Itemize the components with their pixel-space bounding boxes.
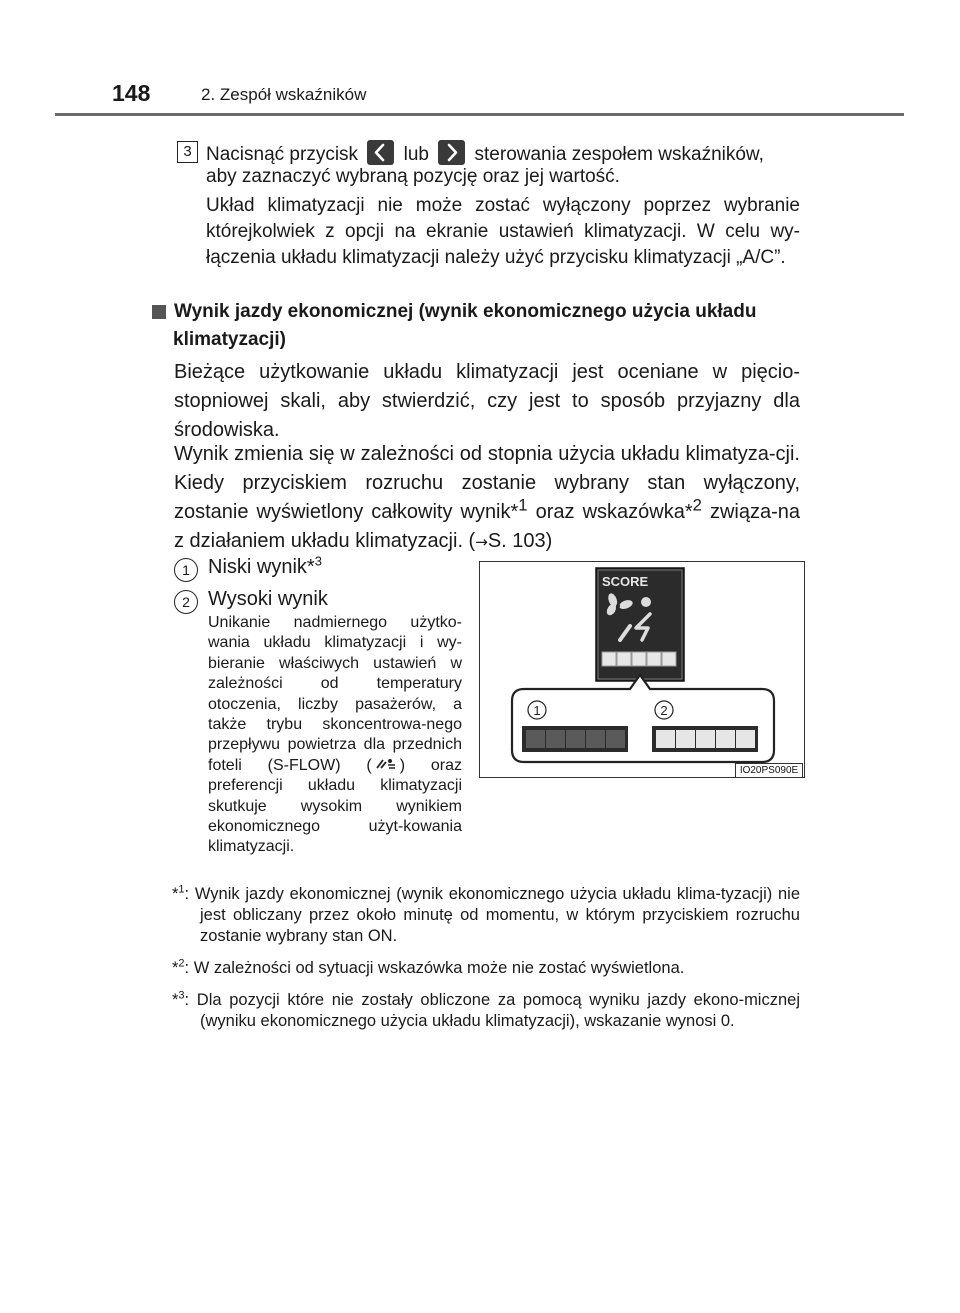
- item-2-description: [208, 613, 462, 858]
- footnote-ref-2: 2: [692, 495, 702, 515]
- footnote-3-text: : Dla pozycji które nie zostały obliczone za pomocą wyniku jazdy ekono-micznej (wyniku ekonomicznego użycia układu klimatyzacji), wskazanie wynosi 0.: [184, 991, 800, 1030]
- footnote-ref-3: 3: [314, 553, 322, 569]
- figure-code: IO20PS090E: [735, 763, 803, 778]
- score-figure-drawing: [480, 562, 804, 777]
- paragraph-2-text-a: Wynik zmienia się w zależności od stopnia użycia układu klimatyza-cji. Kiedy przyciskiem rozruchu zostanie wybrany stan wyłączony, zostanie wyświetlony całkowity wynik*: [174, 443, 800, 523]
- item-1-label-text: Niski wynik*: [208, 556, 315, 578]
- step-note: Układ klimatyzacji nie może zostać wyłączony poprzez wybranie którejkolwiek z opcji na ekranie ustawień klimatyzacji. W celu wy-łączenia układu klimatyzacji należy użyć przycisku klimatyzacji „A/C”.: [206, 195, 800, 268]
- callout-2-label: 2: [660, 703, 668, 718]
- footnote-3-mark: *$^3$: [172, 989, 185, 1009]
- score-screen-title: SCORE: [602, 574, 649, 589]
- footnote-1-mark: *$^1$: [172, 883, 185, 903]
- header-rule: [55, 113, 904, 116]
- section-heading: [174, 298, 800, 354]
- paragraph-2-text-c: związa-na z działaniem układu klimatyzacji. (: [174, 501, 800, 552]
- item-1-label: [208, 553, 322, 579]
- paragraph-1: Bieżące użytkowanie układu klimatyzacji jest oceniane w pięcio-stopniowej skali, aby stwierdzić, czy jest to sposób przyjazny dla środowiska.: [174, 361, 800, 441]
- step-text-c: sterowania zespołem wskaźników,: [474, 144, 764, 165]
- right-arrow-key-icon: [438, 140, 465, 165]
- left-arrow-key-icon: [367, 140, 394, 165]
- item-2-number: 2: [174, 590, 198, 614]
- item-1-number: 1: [174, 558, 198, 582]
- footnote-2: [172, 958, 800, 979]
- section-title: 2. Zespół wskaźników: [201, 85, 367, 104]
- step-line-1: [206, 140, 804, 168]
- step-text-a: Nacisnąć przycisk: [206, 144, 359, 165]
- step-line-2: aby zaznaczyć wybraną pozycję oraz jej wartość.: [206, 166, 620, 187]
- item-2-description-a: Unikanie nadmiernego użytko-wania układu klimatyzacji i wy-bieranie właściwych ustawień w zależności od temperatury otoczenia, liczby pasażerów, a także trybu skoncentrowa-nego przepływu powietrza dla przednich foteli (S-FLOW) (: [208, 614, 462, 774]
- paragraph-2: [174, 440, 800, 557]
- callout-1-label: 1: [533, 703, 541, 718]
- section-heading-line-1: Wynik jazdy ekonomicznej (wynik ekonomicznego użycia układu: [174, 301, 757, 322]
- low-score-bar: [522, 726, 628, 752]
- footnote-2-mark: *$^2$: [172, 957, 185, 977]
- footnote-3: [172, 990, 800, 1032]
- footnote-1-text: : Wynik jazdy ekonomicznej (wynik ekonomicznego użycia układu klima-tyzacji) nie jest obliczany przez około minutę od momentu, w którym przyciskiem rozruchu zostanie wybrany stan ON.: [184, 885, 800, 945]
- step-number-box: 3: [177, 141, 198, 163]
- score-figure: [479, 561, 805, 778]
- section-bullet-icon: [152, 305, 166, 319]
- item-2-label: Wysoki wynik: [208, 588, 328, 610]
- paragraph-2-text-b: oraz wskazówka*: [527, 501, 693, 523]
- section-heading-line-2: klimatyzacji): [173, 329, 286, 350]
- high-score-bar: [652, 726, 758, 752]
- s-flow-icon: [375, 756, 397, 772]
- footnote-1: [172, 884, 800, 947]
- footnote-2-text: : W zależności od sytuacji wskazówka może nie zostać wyświetlona.: [184, 959, 685, 977]
- reference-arrow-icon: →: [475, 533, 488, 551]
- screen-score-segments: [602, 652, 676, 666]
- step-text-b: lub: [403, 144, 429, 165]
- footnote-ref-1: 1: [518, 495, 528, 515]
- item-2-description-b: ) oraz preferencji układu klimatyzacji skutkuje wysokim wynikiem ekonomicznego użyt-kowania klimatyzacji.: [208, 756, 463, 856]
- page-reference: S. 103): [487, 530, 553, 552]
- page-number: 148: [112, 80, 151, 106]
